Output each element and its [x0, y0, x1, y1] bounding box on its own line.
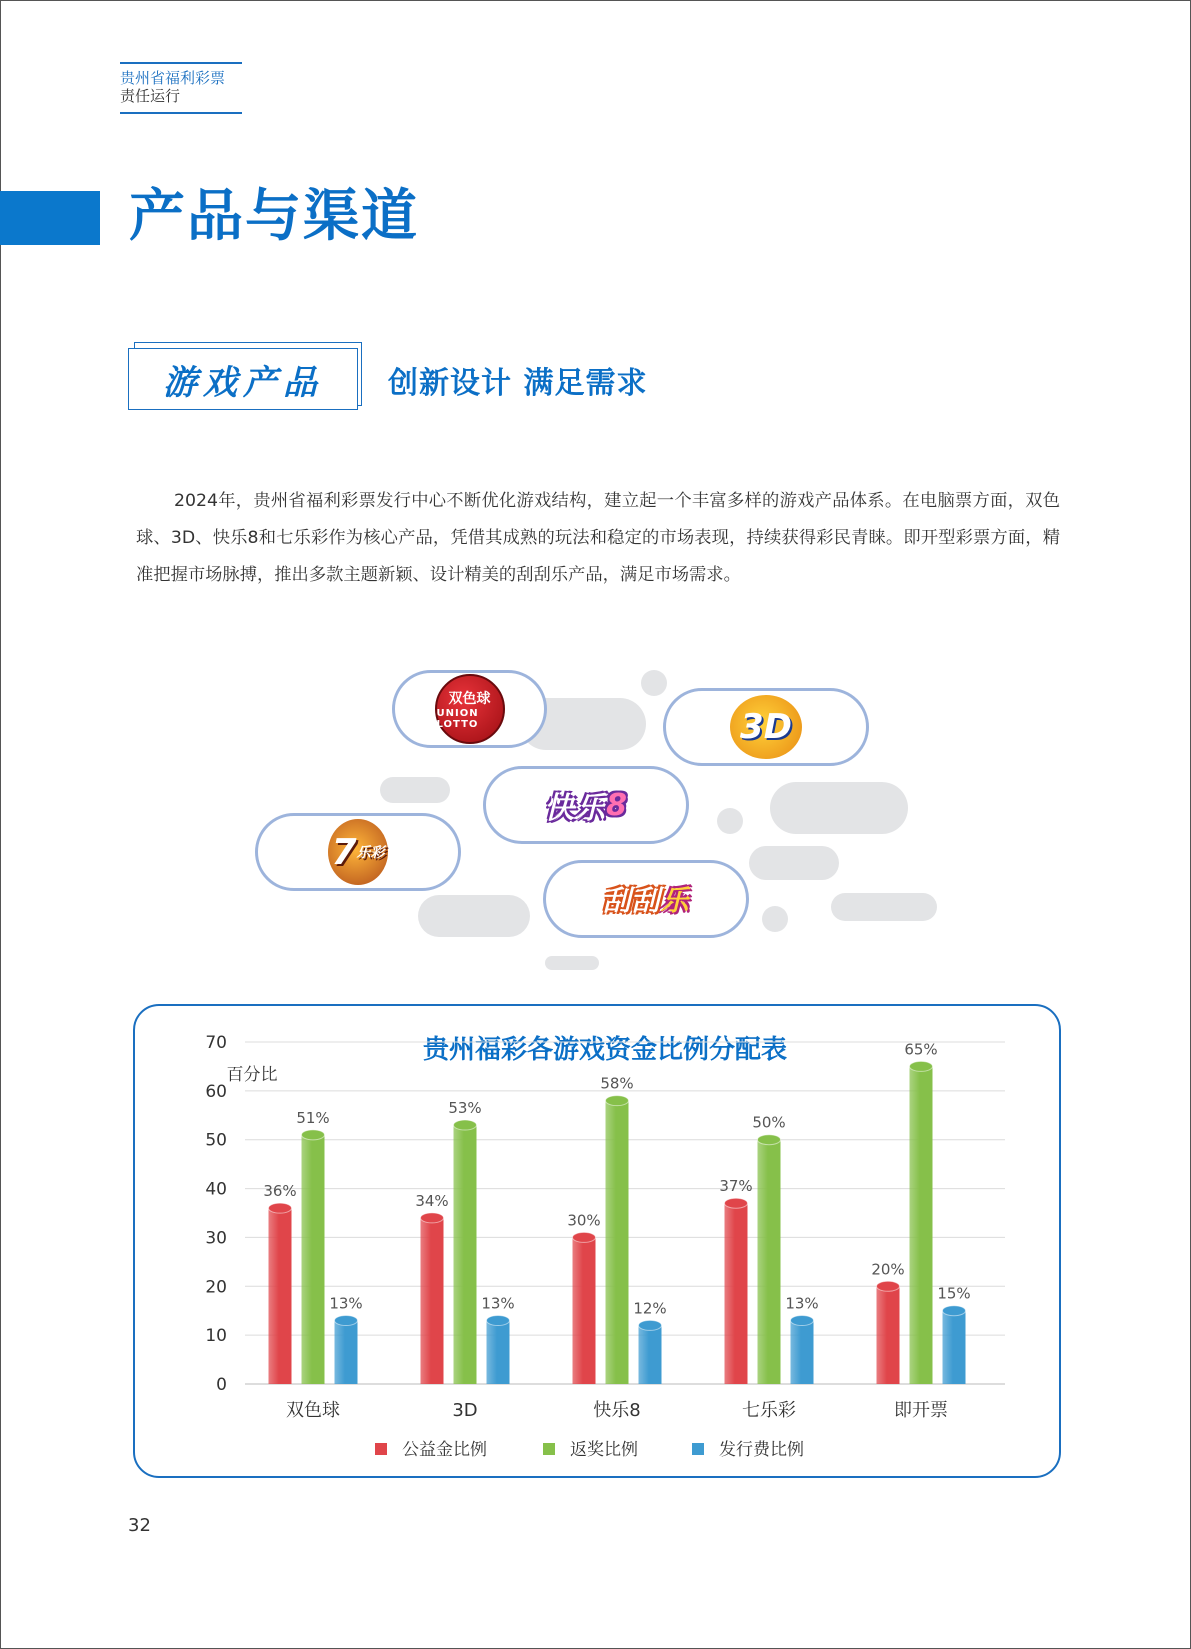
header-org-name: 贵州省福利彩票 [120, 69, 226, 87]
seven-lotto-logo [328, 819, 388, 885]
y-axis-label: 百分比 [226, 1065, 278, 1085]
scratch-card-logo [602, 879, 689, 919]
y-tick-label: 40 [205, 1179, 227, 1200]
bar-返奖比例 [606, 1101, 629, 1384]
union-lotto-logo [435, 674, 505, 744]
bar-发行费比例 [335, 1320, 358, 1384]
data-label: 12% [633, 1299, 667, 1318]
bar-cap [725, 1198, 748, 1208]
y-tick-label: 30 [205, 1228, 227, 1249]
cloud-shape [545, 956, 599, 970]
subsection-label-text: 游戏产品 [163, 362, 323, 403]
y-tick-label: 60 [205, 1081, 227, 1102]
bar-公益金比例 [877, 1286, 900, 1384]
chart-panel [133, 1004, 1061, 1478]
bar-返奖比例 [302, 1135, 325, 1384]
bar-cap [487, 1315, 510, 1325]
cloud-shape [380, 777, 450, 803]
cloud-shape [770, 782, 908, 834]
bar-返奖比例 [910, 1066, 933, 1384]
bar-cap [758, 1135, 781, 1145]
data-label: 13% [785, 1294, 819, 1313]
scratch-logo-cn: 刮刮 [602, 884, 661, 917]
bar-发行费比例 [791, 1320, 814, 1384]
bar-公益金比例 [573, 1237, 596, 1384]
cloud-shape [418, 895, 530, 937]
bar-发行费比例 [943, 1311, 966, 1384]
y-tick-label: 50 [205, 1130, 227, 1151]
logo-pill-3d [663, 688, 869, 766]
page-number: 32 [128, 1515, 151, 1536]
data-label: 13% [329, 1294, 363, 1313]
union-lotto-logo-en: UNION LOTTO [436, 708, 479, 730]
data-label: 34% [415, 1191, 449, 1210]
logo-pill-union-lotto [392, 670, 547, 748]
cloud-dot [641, 670, 667, 696]
bar-cap [302, 1130, 325, 1140]
bar-cap [639, 1320, 662, 1330]
bar-cap [943, 1306, 966, 1316]
legend-swatch [692, 1443, 704, 1455]
running-header [120, 62, 242, 114]
header-section-name: 责任运行 [120, 87, 181, 105]
happy8-logo-num: 8 [606, 787, 628, 823]
bar-返奖比例 [454, 1125, 477, 1384]
data-label: 53% [448, 1099, 482, 1118]
logo-pill-seven [255, 813, 461, 891]
subsection-label [128, 348, 358, 410]
data-label: 51% [296, 1108, 330, 1127]
x-tick-label: 快乐8 [593, 1400, 641, 1421]
logo-pill-scratch [543, 860, 749, 938]
legend-label: 发行费比例 [719, 1440, 804, 1460]
bar-cap [335, 1315, 358, 1325]
union-lotto-logo-cn: 双色球 [448, 691, 491, 707]
logo-pill-happy8 [483, 766, 689, 844]
legend-label: 公益金比例 [402, 1440, 487, 1460]
bar-cap [910, 1061, 933, 1071]
data-label: 50% [752, 1113, 786, 1132]
data-label: 37% [719, 1177, 753, 1196]
fund-allocation-chart [135, 1006, 1063, 1480]
data-label: 30% [567, 1211, 601, 1230]
legend-label: 返奖比例 [570, 1440, 638, 1460]
header-top-rule [120, 62, 242, 64]
bar-cap [573, 1232, 596, 1242]
happy8-logo [544, 783, 628, 827]
subsection-slogan: 创新设计 满足需求 [388, 366, 648, 401]
y-tick-label: 10 [205, 1326, 227, 1347]
cloud-shape [749, 846, 839, 880]
y-tick-label: 70 [205, 1033, 227, 1053]
data-label: 20% [871, 1260, 905, 1279]
bar-返奖比例 [758, 1140, 781, 1384]
bar-公益金比例 [421, 1218, 444, 1384]
section-title-bar [0, 191, 100, 245]
legend-swatch [543, 1443, 555, 1455]
bar-公益金比例 [269, 1208, 292, 1384]
y-tick-label: 0 [216, 1375, 227, 1395]
seven-logo-cn: 乐彩 [356, 845, 385, 861]
section-title: 产品与渠道 [129, 184, 419, 249]
bar-cap [454, 1120, 477, 1130]
cloud-dot [717, 808, 743, 834]
legend-swatch [375, 1443, 387, 1455]
data-label: 65% [904, 1040, 938, 1059]
x-tick-label: 双色球 [286, 1400, 340, 1421]
data-label: 58% [600, 1074, 634, 1093]
x-tick-label: 即开票 [894, 1400, 948, 1421]
seven-logo-num: 7 [331, 831, 357, 873]
body-paragraph: 2024年，贵州省福利彩票发行中心不断优化游戏结构，建立起一个丰富多样的游戏产品体系。在电脑票方面，双色球、3D、快乐8和七乐彩作为核心产品，凭借其成熟的玩法和稳定的市场表现，持续获得彩民青睐。即开型彩票方面，精准把握市场脉搏，推出多款主题新颖、设计精美的刮刮乐产品，满足市场需求。 [136, 491, 1060, 585]
x-tick-label: 3D [452, 1400, 478, 1421]
3d-logo-text: 3D [740, 707, 792, 747]
bar-cap [877, 1281, 900, 1291]
chart-title: 贵州福彩各游戏资金比例分配表 [422, 1035, 788, 1065]
cloud-shape [831, 893, 937, 921]
3d-logo [730, 695, 802, 759]
data-label: 15% [937, 1284, 971, 1303]
header-bottom-rule [120, 112, 242, 114]
x-tick-label: 七乐彩 [742, 1400, 796, 1421]
bar-cap [791, 1315, 814, 1325]
scratch-logo-le: 乐 [660, 884, 690, 917]
data-label: 13% [481, 1294, 515, 1313]
y-tick-label: 20 [205, 1277, 227, 1298]
bar-cap [269, 1203, 292, 1213]
bar-公益金比例 [725, 1203, 748, 1384]
bar-发行费比例 [639, 1325, 662, 1384]
bar-cap [421, 1213, 444, 1223]
data-label: 36% [263, 1182, 297, 1201]
happy8-logo-cn: 快乐 [544, 791, 607, 826]
bar-cap [606, 1096, 629, 1106]
cloud-dot [762, 906, 788, 932]
bar-发行费比例 [487, 1320, 510, 1384]
